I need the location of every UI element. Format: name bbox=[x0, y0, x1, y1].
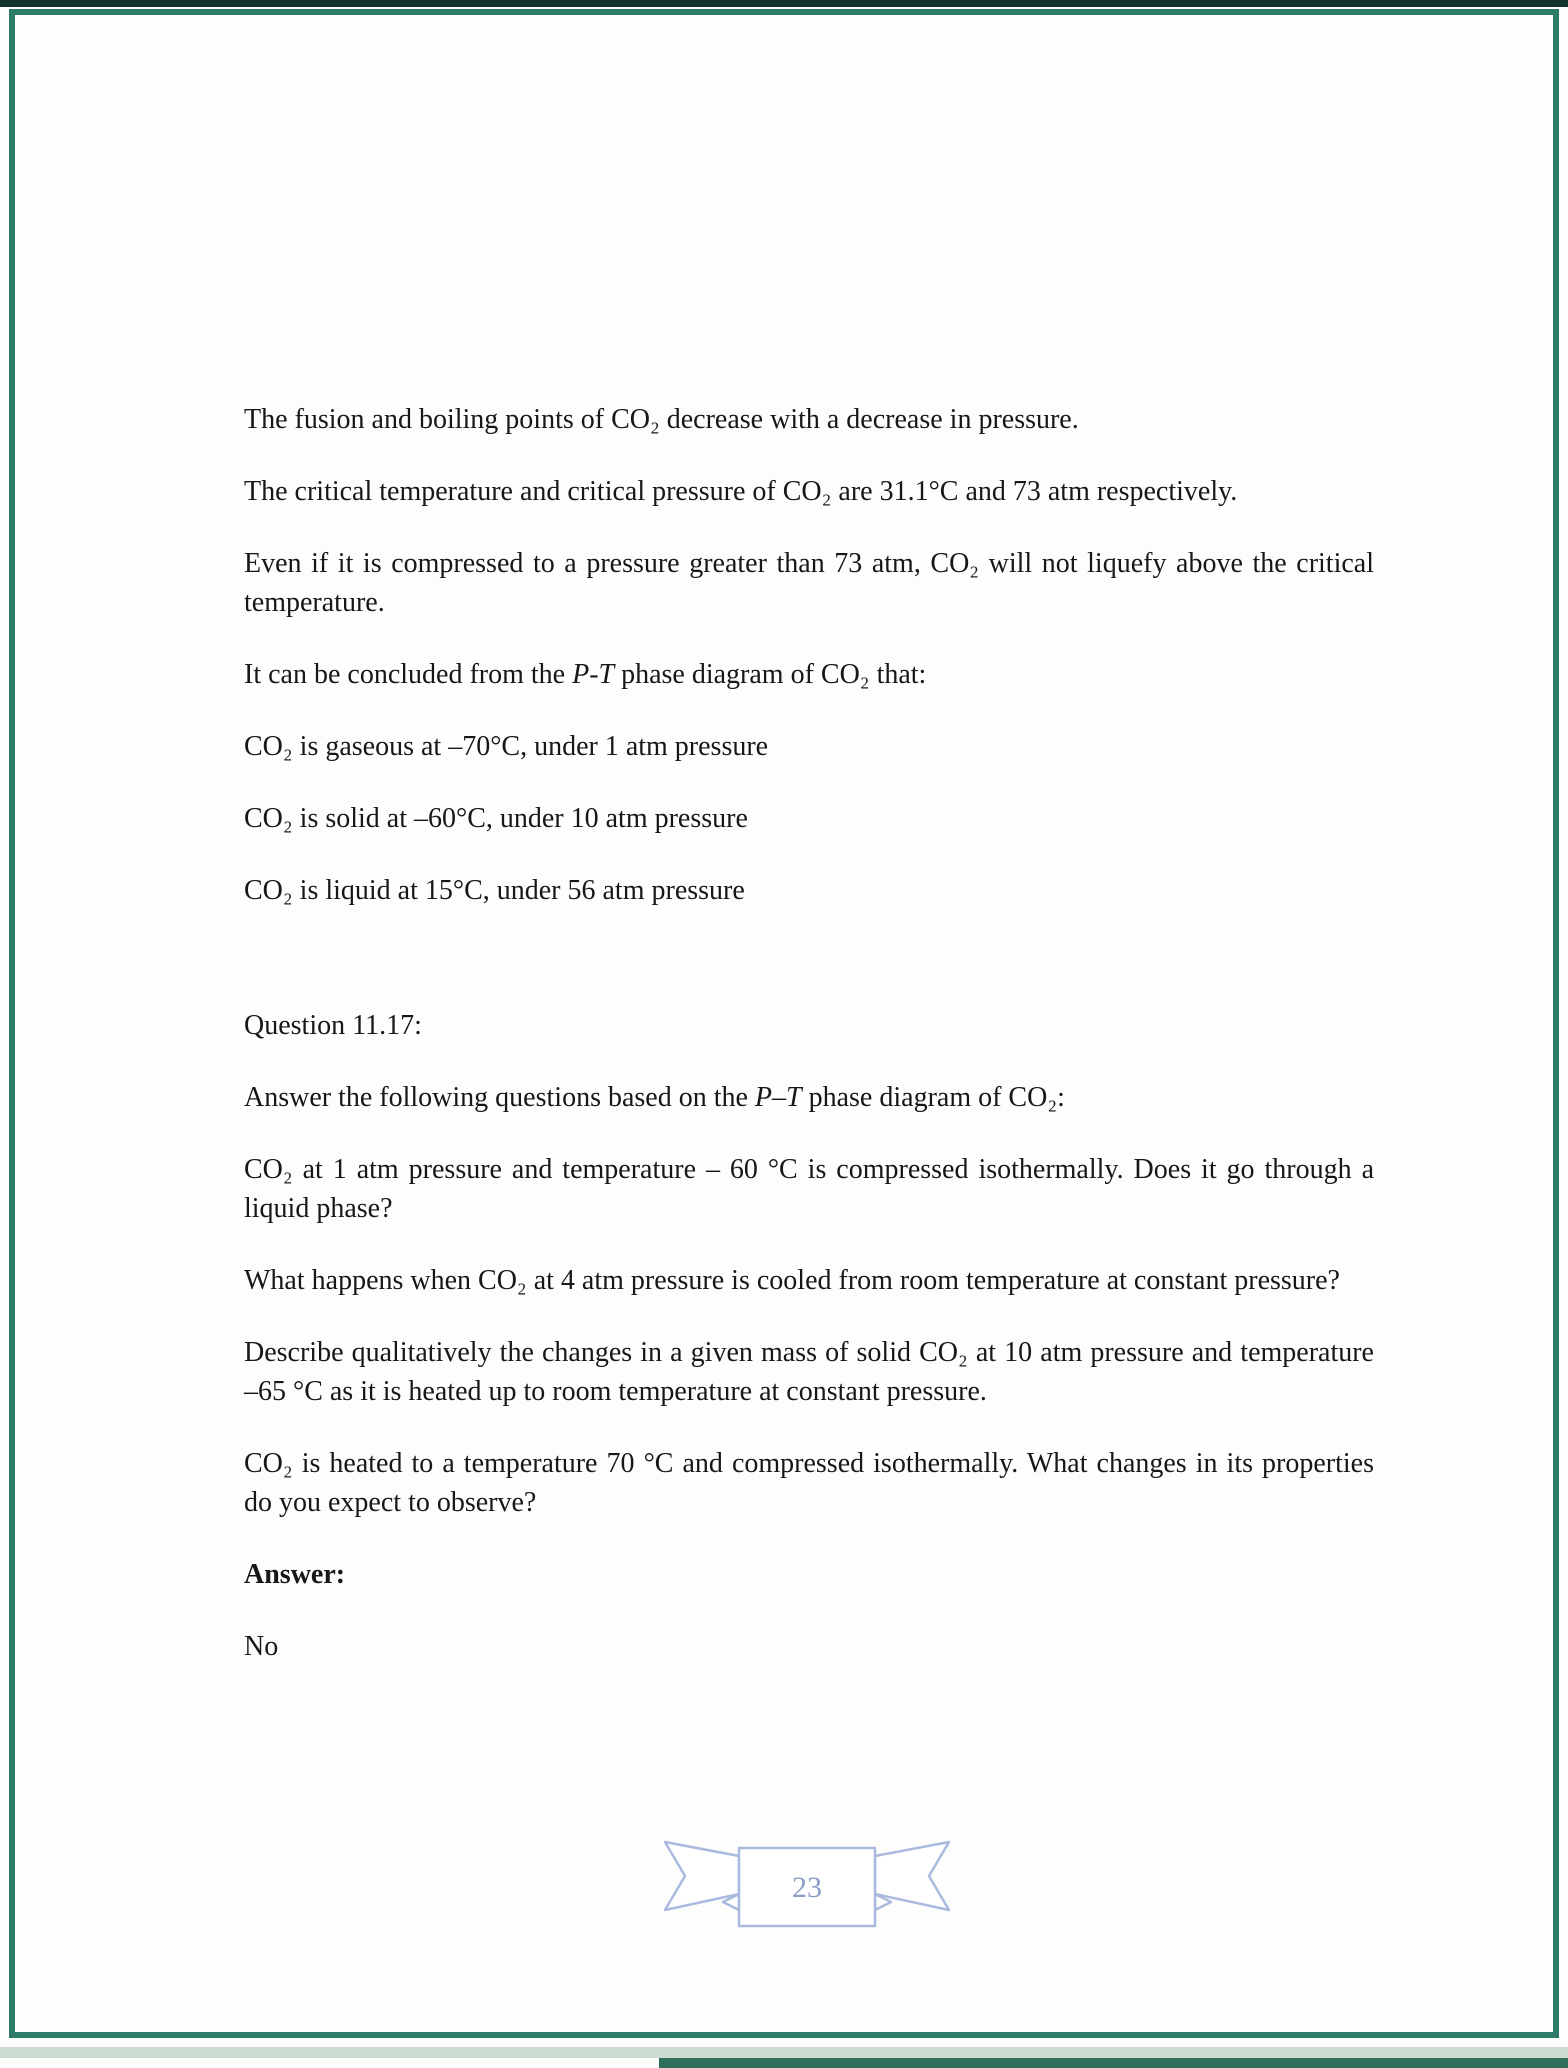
paragraph-no-liquefy: Even if it is compressed to a pressure greater than 73 atm, CO₂ will not liquefy above the critical temperature. bbox=[244, 548, 1374, 618]
page-number: 23 bbox=[792, 1871, 822, 1904]
text-segment-post: phase diagram of CO₂ that: bbox=[614, 659, 927, 690]
text-segment-pre: Answer the following questions based on the bbox=[244, 1082, 755, 1113]
question-intro bbox=[244, 1078, 1374, 1117]
answer-label: Answer: bbox=[244, 1559, 346, 1590]
text-segment-post: phase diagram of CO₂: bbox=[801, 1082, 1065, 1113]
pt-diagram-label: P-T bbox=[572, 659, 615, 690]
paragraph-conclusion-intro bbox=[244, 655, 1374, 694]
document-body bbox=[244, 400, 1374, 1699]
question-part-c: Describe qualitatively the changes in a given mass of solid CO₂ at 10 atm pressure and temperature –65 °C as it is heated up to room temperature at constant pressure. bbox=[244, 1337, 1374, 1407]
paragraph-critical-values: The critical temperature and critical pressure of CO₂ are 31.1°C and 73 atm respectively. bbox=[244, 476, 1238, 507]
question-part-a: CO₂ at 1 atm pressure and temperature – 60 °C is compressed isothermally. Does it go through a liquid phase? bbox=[244, 1154, 1374, 1224]
question-heading: Question 11.17: bbox=[244, 1010, 422, 1041]
scan-artifact-bottom-dark bbox=[659, 2058, 1568, 2068]
statement-gaseous: CO₂ is gaseous at –70°C, under 1 atm pressure bbox=[244, 731, 769, 762]
statement-solid: CO₂ is solid at –60°C, under 10 atm pressure bbox=[244, 803, 748, 834]
page-number-ribbon bbox=[657, 1830, 957, 1934]
scan-artifact-bottom-light bbox=[0, 2047, 1568, 2058]
question-part-b: What happens when CO₂ at 4 atm pressure is cooled from room temperature at constant pressure? bbox=[244, 1265, 1340, 1296]
text-segment-pre: It can be concluded from the bbox=[244, 659, 573, 690]
answer-text: No bbox=[244, 1631, 279, 1662]
paragraph-fusion-boiling: The fusion and boiling points of CO₂ decrease with a decrease in pressure. bbox=[244, 404, 1079, 435]
pt-diagram-label: P–T bbox=[754, 1082, 802, 1113]
statement-liquid: CO₂ is liquid at 15°C, under 56 atm pressure bbox=[244, 875, 745, 906]
scan-artifact-top bbox=[0, 0, 1568, 7]
question-part-d: CO₂ is heated to a temperature 70 °C and compressed isothermally. What changes in its properties do you expect to observe? bbox=[244, 1448, 1374, 1518]
